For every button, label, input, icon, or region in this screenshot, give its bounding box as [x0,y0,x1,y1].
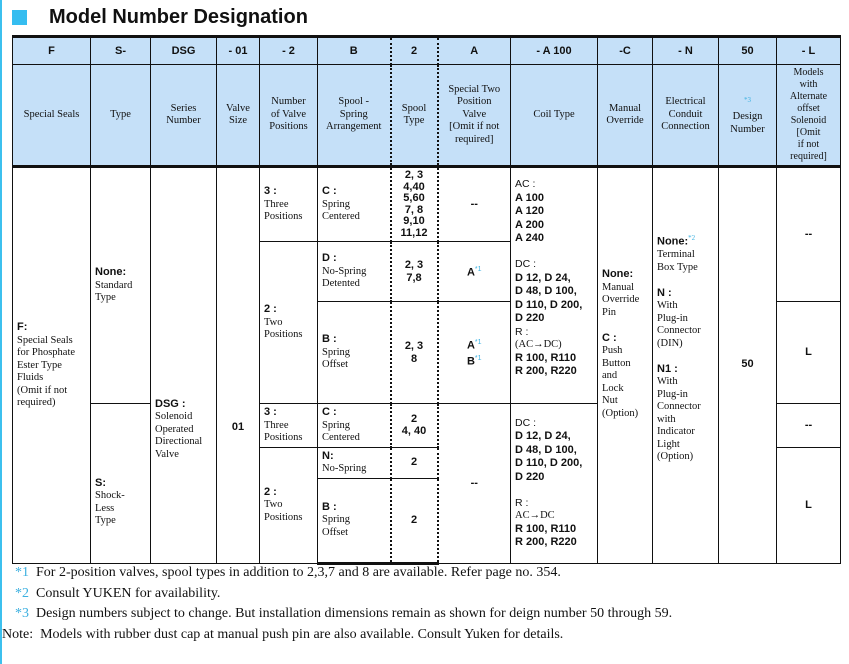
arrangement-cell: B : Spring Offset [318,478,391,563]
header-cell: Models with Alternate offset Solenoid [Omit if not required] [777,65,841,167]
positions-cell: 2 : Two Positions [260,447,318,563]
footnotes [2,563,673,645]
header-cell: Manual Override [598,65,653,167]
header-cell [719,65,777,167]
positions-cell: 3 : Three Positions [260,404,318,448]
arrangement-cell: C : Spring Centered [318,167,391,242]
model-designation-table [12,35,841,565]
special-cell: $A^{*1}$ [438,242,511,302]
footnote: *2 Consult YUKEN for availability. [15,585,221,601]
special-cell: -- [438,404,511,564]
code-cell: - 2 [260,37,318,65]
footnote: Note: Models with rubber dust cap at manual push pin are also available. Consult Yuken for details. [2,626,564,642]
alt-solenoid-cell: -- [777,404,841,448]
code-cell: 50 [719,37,777,65]
header-cell: Type [91,65,151,167]
page-title: Model Number Designation [49,6,308,28]
header-cell: Number of Valve Positions [260,65,318,167]
spool-cell: 2, 3 7,8 [391,242,438,302]
footnote: *1 For 2-position valves, spool types in addition to 2,3,7 and 8 are available. Refer page no. 354. [15,565,561,580]
spool-cell: 2, 3 8 [391,302,438,404]
code-cell: A [438,37,511,65]
code-cell: - A 100 [511,37,598,65]
coil-cell-dc: DC : D 12, D 24, D 48, D 100, D 110, D 200, D 220 R : AC→DC R 100, R110 R 200, R220 [511,404,598,564]
code-cell: DSG [151,37,217,65]
table-row [13,167,841,242]
header-cell: Electrical Conduit Connection [653,65,719,167]
seals-cell: F: Special Seals for Phosphate Ester Type Fluids (Omit if not required) [13,167,91,564]
arrangement-cell: C : Spring Centered [318,404,391,448]
header-cell: Valve Size [217,65,260,167]
design-number-cell: 50 [719,167,777,564]
conduit-cell: None:$^{*2}$ Terminal Box Type N : With Plug-in Connector (DIN) N1 : With Plug-in Connector with Indicator Light (Option) [653,167,719,564]
special-cell: -- [438,167,511,242]
size-cell: 01 [217,167,260,564]
alt-solenoid-cell: L [777,447,841,563]
header-cell: Special Seals [13,65,91,167]
spool-cell: 2, 3 4,40 5,60 7, 8 9,10 11,12 [391,167,438,242]
arrangement-cell: B : Spring Offset [318,302,391,404]
code-row [13,37,841,65]
header-cell: Spool Type [391,65,438,167]
header-row [13,65,841,167]
code-cell: F [13,37,91,65]
header-cell: Special Two Position Valve [Omit if not required] [438,65,511,167]
alt-solenoid-cell: -- [777,167,841,302]
code-cell: - N [653,37,719,65]
code-cell: - L [777,37,841,65]
special-cell: $A^{*1}$ $B^{*1}$ [438,302,511,404]
header-cell: Spool - Spring Arrangement [318,65,391,167]
left-edge-bar [0,0,2,664]
code-cell: -C [598,37,653,65]
spool-cell: 2 4, 40 [391,404,438,448]
alt-solenoid-cell: L [777,302,841,404]
arrangement-cell: D : No-Spring Detented [318,242,391,302]
code-cell: S- [91,37,151,65]
positions-cell: 2 : Two Positions [260,242,318,404]
footnote: *3 Design numbers subject to change. But installation dimensions remain as shown for deign number 50 through 59. [15,606,673,621]
spool-cell: 2 [391,447,438,478]
arrangement-cell: N: No-Spring [318,447,391,478]
header-cell: Coil Type [511,65,598,167]
coil-cell-ac: AC : A 100 A 120 A 200 A 240 DC : D 12, D 24, D 48, D 100, D 110, D 200, D 220 R : (AC→DC) R 100, R110 R 200, R220 [511,167,598,404]
code-cell: 2 [391,37,438,65]
type-cell: S: Shock- Less Type [91,404,151,564]
series-cell: DSG : Solenoid Operated Directional Valve [151,167,217,564]
header-cell: Series Number [151,65,217,167]
header-text: Design Number [730,111,765,135]
positions-cell: 3 : Three Positions [260,167,318,242]
footnote-mark: *3 [744,96,751,104]
spool-cell: 2 [391,478,438,563]
code-cell: - 01 [217,37,260,65]
title-square-icon [12,10,27,25]
code-cell: B [318,37,391,65]
override-cell: None: Manual Override Pin C : Push Button and Lock Nut (Option) [598,167,653,564]
type-cell: None: Standard Type [91,167,151,404]
